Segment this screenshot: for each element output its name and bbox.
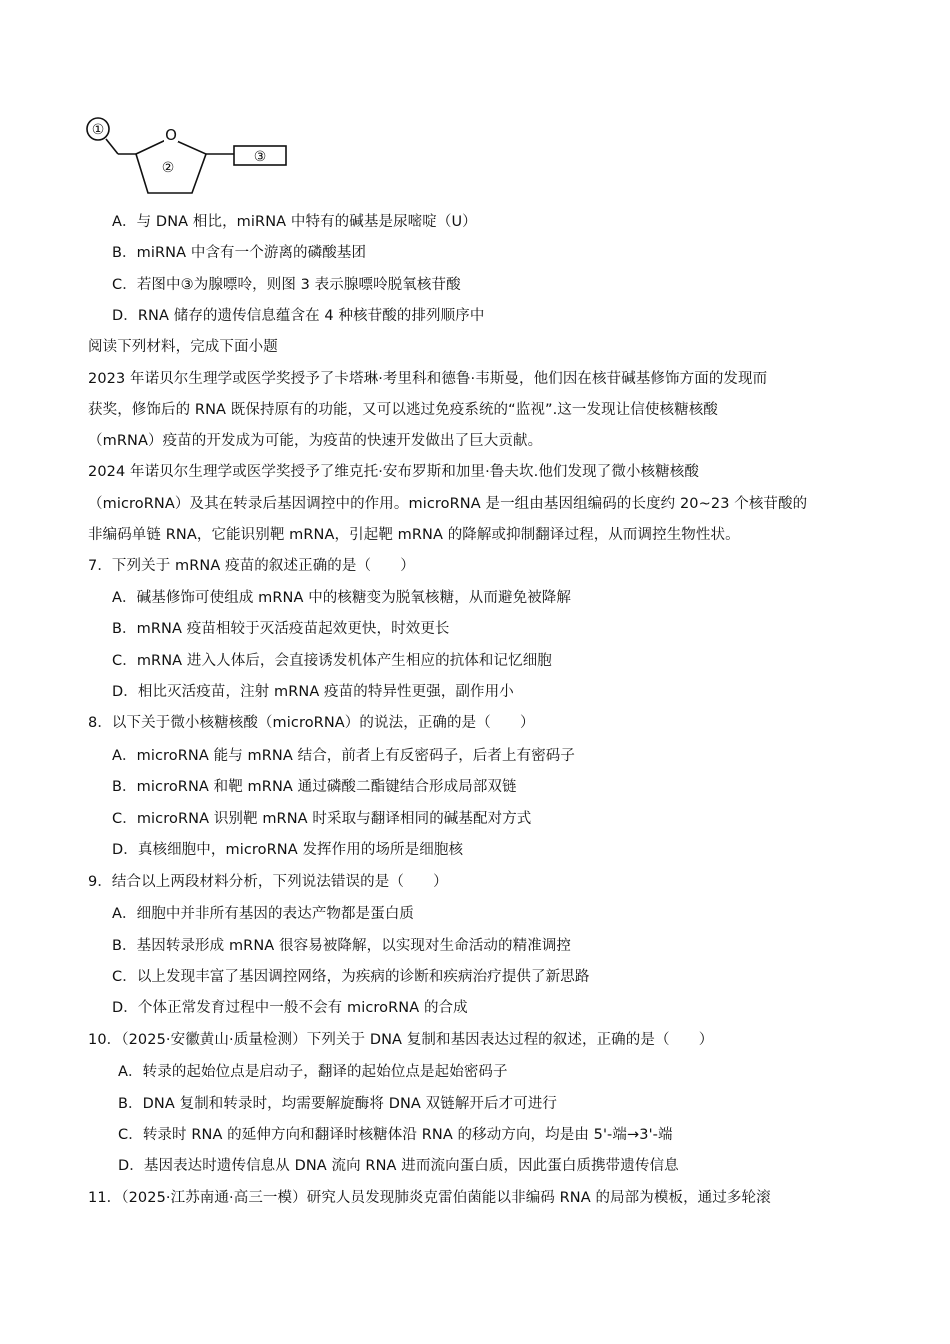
phosphate-circle — [87, 118, 109, 140]
question-7-option-a: A．碱基修饰可使组成 mRNA 中的核糖变为脱氧核糖，从而避免被降解 — [112, 590, 572, 606]
prev-option-d: D．RNA 储存的遗传信息蕴含在 4 种核苷酸的排列顺序中 — [112, 308, 485, 324]
question-9-option-d: D．个体正常发育过程中一般不会有 microRNA 的合成 — [112, 1000, 468, 1016]
material-line: 获奖，修饰后的 RNA 既保持原有的功能，又可以逃过免疫系统的“监视”.这一发现让信使核糖核酸 — [88, 402, 718, 418]
question-7-option-d: D．相比灭活疫苗，注射 mRNA 疫苗的特异性更强，副作用小 — [112, 684, 514, 700]
question-8-stem: 8．以下关于微小核糖核酸（microRNA）的说法，正确的是（ ） — [88, 715, 535, 731]
prev-option-b: B．miRNA 中含有一个游离的磷酸基团 — [112, 245, 367, 261]
question-7-stem: 7．下列关于 mRNA 疫苗的叙述正确的是（ ） — [88, 558, 415, 574]
question-10-option-a: A．转录的起始位点是启动子，翻译的起始位点是起始密码子 — [118, 1064, 508, 1080]
question-8-option-b: B．microRNA 和靶 mRNA 通过磷酸二酯键结合形成局部双链 — [112, 779, 517, 795]
material-intro: 阅读下列材料，完成下面小题 — [88, 339, 278, 355]
question-10-option-c: C．转录时 RNA 的延伸方向和翻译时核糖体沿 RNA 的移动方向，均是由 5'-端→3'-端 — [118, 1127, 673, 1143]
question-9-option-c: C．以上发现丰富了基因调控网络，为疾病的诊断和疾病治疗提供了新思路 — [112, 969, 590, 985]
label-3: ③ — [253, 149, 267, 165]
question-10-option-b: B．DNA 复制和转录时，均需要解旋酶将 DNA 双链解开后才可进行 — [118, 1096, 558, 1112]
phosphate-bond — [106, 139, 118, 154]
nucleotide-diagram — [84, 112, 294, 200]
question-7-option-c: C．mRNA 进入人体后，会直接诱发机体产生相应的抗体和记忆细胞 — [112, 653, 552, 669]
question-11-stem: 11．（2025·江苏南通·高三一模）研究人员发现肺炎克雷伯菌能以非编码 RNA 的局部为模板，通过多轮滚 — [88, 1190, 771, 1206]
material-line: 非编码单链 RNA，它能识别靶 mRNA，引起靶 mRNA 的降解或抑制翻译过程，从而调控生物性状。 — [88, 527, 740, 543]
ring-oxygen: O — [165, 126, 177, 144]
question-9-option-b: B．基因转录形成 mRNA 很容易被降解，以实现对生命活动的精准调控 — [112, 938, 572, 954]
prev-option-a: A．与 DNA 相比，miRNA 中特有的碱基是尿嘧啶（U） — [112, 214, 477, 230]
question-8-option-c: C．microRNA 识别靶 mRNA 时采取与翻译相同的碱基配对方式 — [112, 811, 532, 827]
question-7-option-b: B．mRNA 疫苗相较于灭活疫苗起效更快，时效更长 — [112, 621, 450, 637]
question-9-option-a: A．细胞中并非所有基因的表达产物都是蛋白质 — [112, 906, 415, 922]
question-8-option-a: A．microRNA 能与 mRNA 结合，前者上有反密码子，后者上有密码子 — [112, 748, 575, 764]
question-9-stem: 9．结合以上两段材料分析，下列说法错误的是（ ） — [88, 874, 448, 890]
question-8-option-d: D．真核细胞中，microRNA 发挥作用的场所是细胞核 — [112, 842, 464, 858]
question-10-option-d: D．基因表达时遗传信息从 DNA 流向 RNA 进而流向蛋白质，因此蛋白质携带遗传信息 — [118, 1158, 679, 1174]
material-line: 2023 年诺贝尔生理学或医学奖授予了卡塔琳·考里科和德鲁·韦斯曼，他们因在核苷碱基修饰方面的发现而 — [88, 371, 768, 387]
label-2: ② — [161, 160, 175, 176]
material-line: （microRNA）及其在转录后基因调控中的作用。microRNA 是一组由基因组编码的长度约 20~23 个核苷酸的 — [88, 496, 808, 512]
prev-option-c: C．若图中③为腺嘌呤，则图 3 表示腺嘌呤脱氧核苷酸 — [112, 277, 461, 293]
label-1: ① — [91, 122, 105, 138]
material-line: （mRNA）疫苗的开发成为可能，为疫苗的快速开发做出了巨大贡献。 — [88, 433, 543, 449]
question-10-stem: 10．（2025·安徽黄山·质量检测）下列关于 DNA 复制和基因表达过程的叙述，正确的是（ ） — [88, 1032, 714, 1048]
material-line: 2024 年诺贝尔生理学或医学奖授予了维克托·安布罗斯和加里·鲁夫坎.他们发现了微小核糖核酸 — [88, 464, 699, 480]
